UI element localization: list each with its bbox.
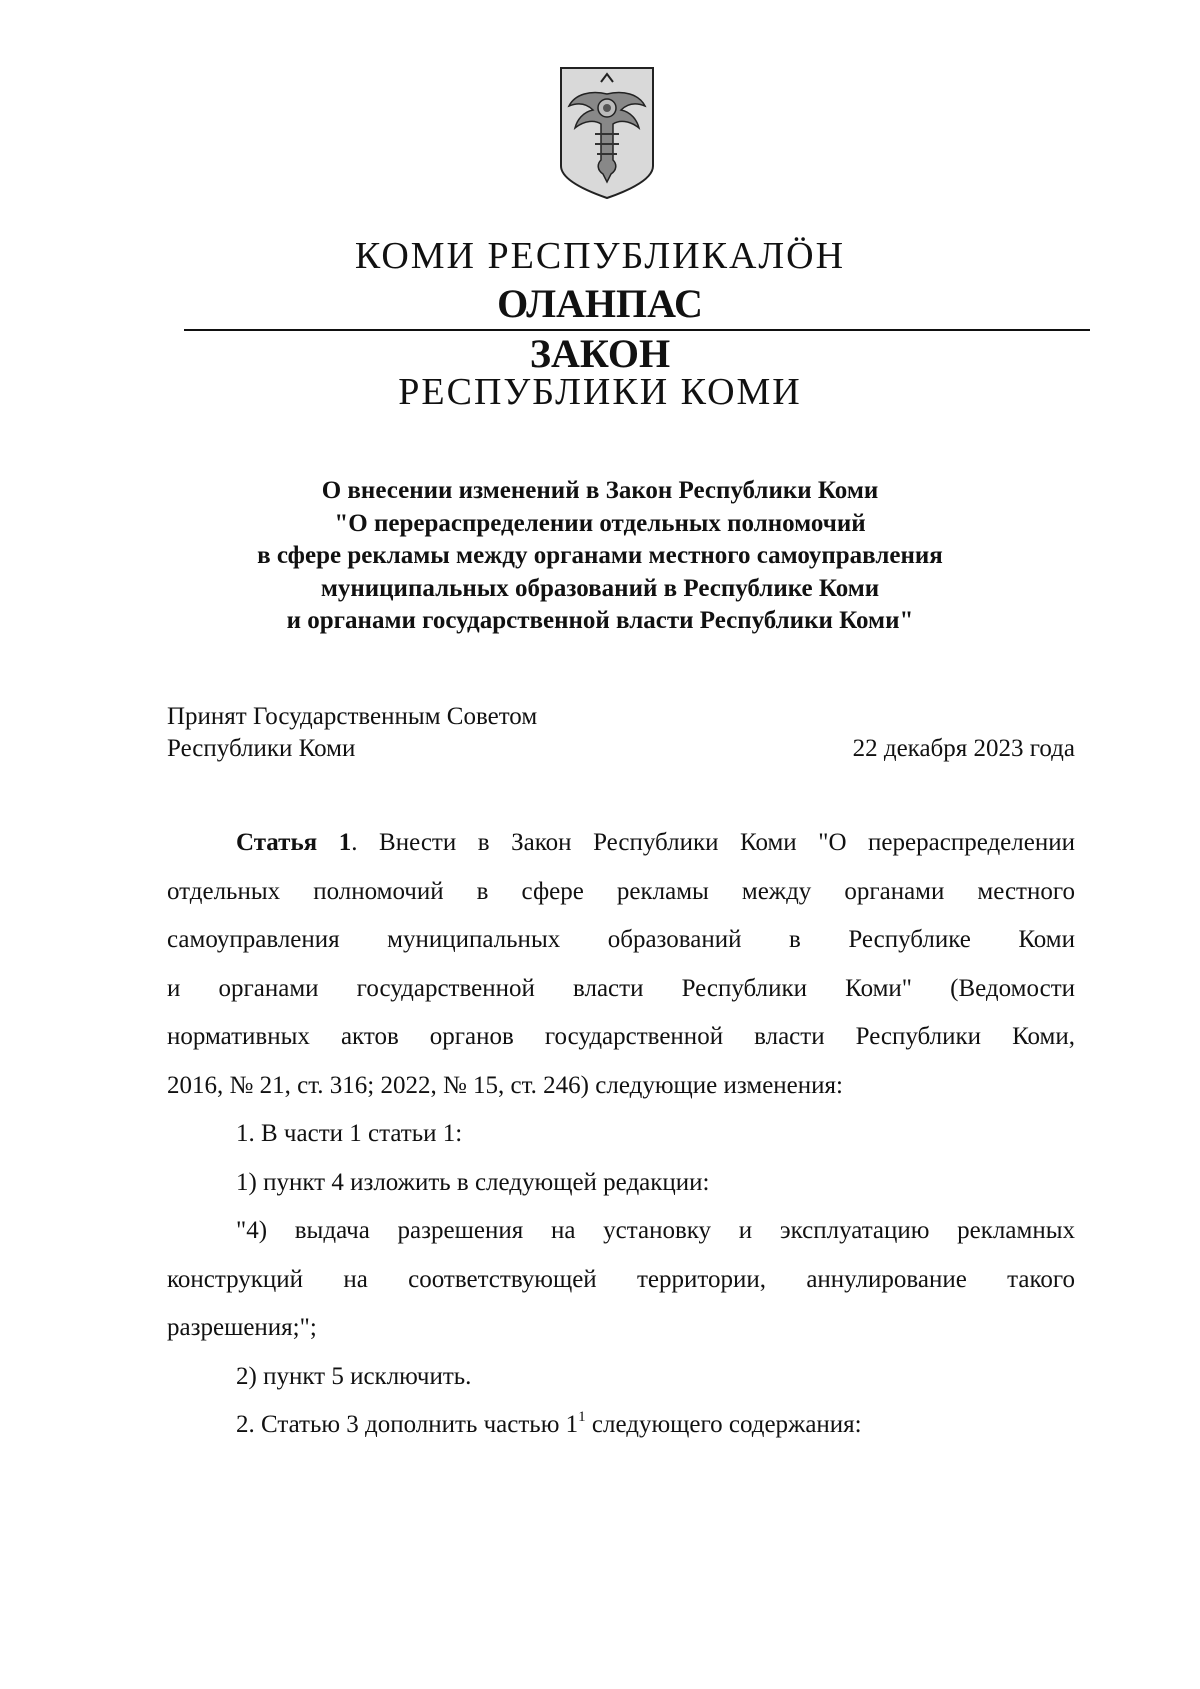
article-1-lead-text: . Внести в Закон Республики Коми "О перераспределении (351, 829, 1075, 856)
law-title-line: "О перераспределении отдельных полномочий (334, 509, 866, 537)
article-1-label: Статья 1 (236, 829, 352, 856)
item-2-text: 2. Статью 3 дополнить частью 1 (236, 1411, 579, 1438)
adoption-date: 22 декабря 2023 года (852, 735, 1075, 762)
header-zakon: ЗАКОН (529, 331, 671, 376)
article-1-line: отдельных полномочий в сфере рекламы между органами местного (167, 877, 1075, 905)
article-1-line: самоуправления муниципальных образований в Республике Коми (167, 926, 1075, 953)
article-1-line: нормативных актов органов государственной власти Республики Коми, (167, 1023, 1075, 1050)
article-1 (167, 819, 1075, 1450)
adopted-by-line: Принят Государственным Советом (167, 703, 538, 730)
item-2 (167, 1401, 1075, 1450)
item-2-text-end: следующего содержания: (585, 1411, 862, 1438)
article-1-lead (167, 819, 1075, 868)
adopted-by-line: Республики Коми (167, 735, 356, 762)
komi-coat-of-arms-icon (557, 64, 657, 200)
law-title-line: муниципальных образований в Республике Коми (320, 574, 880, 602)
header-republic-line: РЕСПУБЛИКИ КОМИ (398, 371, 802, 413)
header-olanpas: ОЛАНПАС (497, 281, 703, 326)
item-1: 1. В части 1 статьи 1: (236, 1120, 463, 1147)
sub-item-1: 1) пункт 4 изложить в следующей редакции: (236, 1168, 710, 1196)
quote-line: конструкций на соответствующей территории, аннулирование такого (167, 1265, 1075, 1293)
adopted-by (167, 701, 537, 765)
header-komi-line: КОМИ РЕСПУБЛИКАЛÖН (354, 235, 846, 277)
item-2-superscript: 1 (578, 1408, 586, 1425)
article-1-line: и органами государственной власти Республики Коми" (Ведомости (167, 974, 1075, 1002)
quote-line: разрешения;"; (167, 1314, 317, 1341)
article-1-line: 2016, № 21, ст. 316; 2022, № 15, ст. 246) следующие изменения: (167, 1071, 843, 1099)
law-title-line: в сфере рекламы между органами местного самоуправления (257, 542, 943, 569)
quote-line: "4) выдача разрешения на установку и эксплуатацию рекламных (236, 1217, 1075, 1244)
law-title-line: и органами государственной власти Республики Коми" (286, 607, 914, 634)
law-title (150, 475, 1050, 638)
law-title-line: О внесении изменений в Закон Республики Коми (321, 477, 879, 504)
sub-item-2: 2) пункт 5 исключить. (236, 1362, 472, 1390)
